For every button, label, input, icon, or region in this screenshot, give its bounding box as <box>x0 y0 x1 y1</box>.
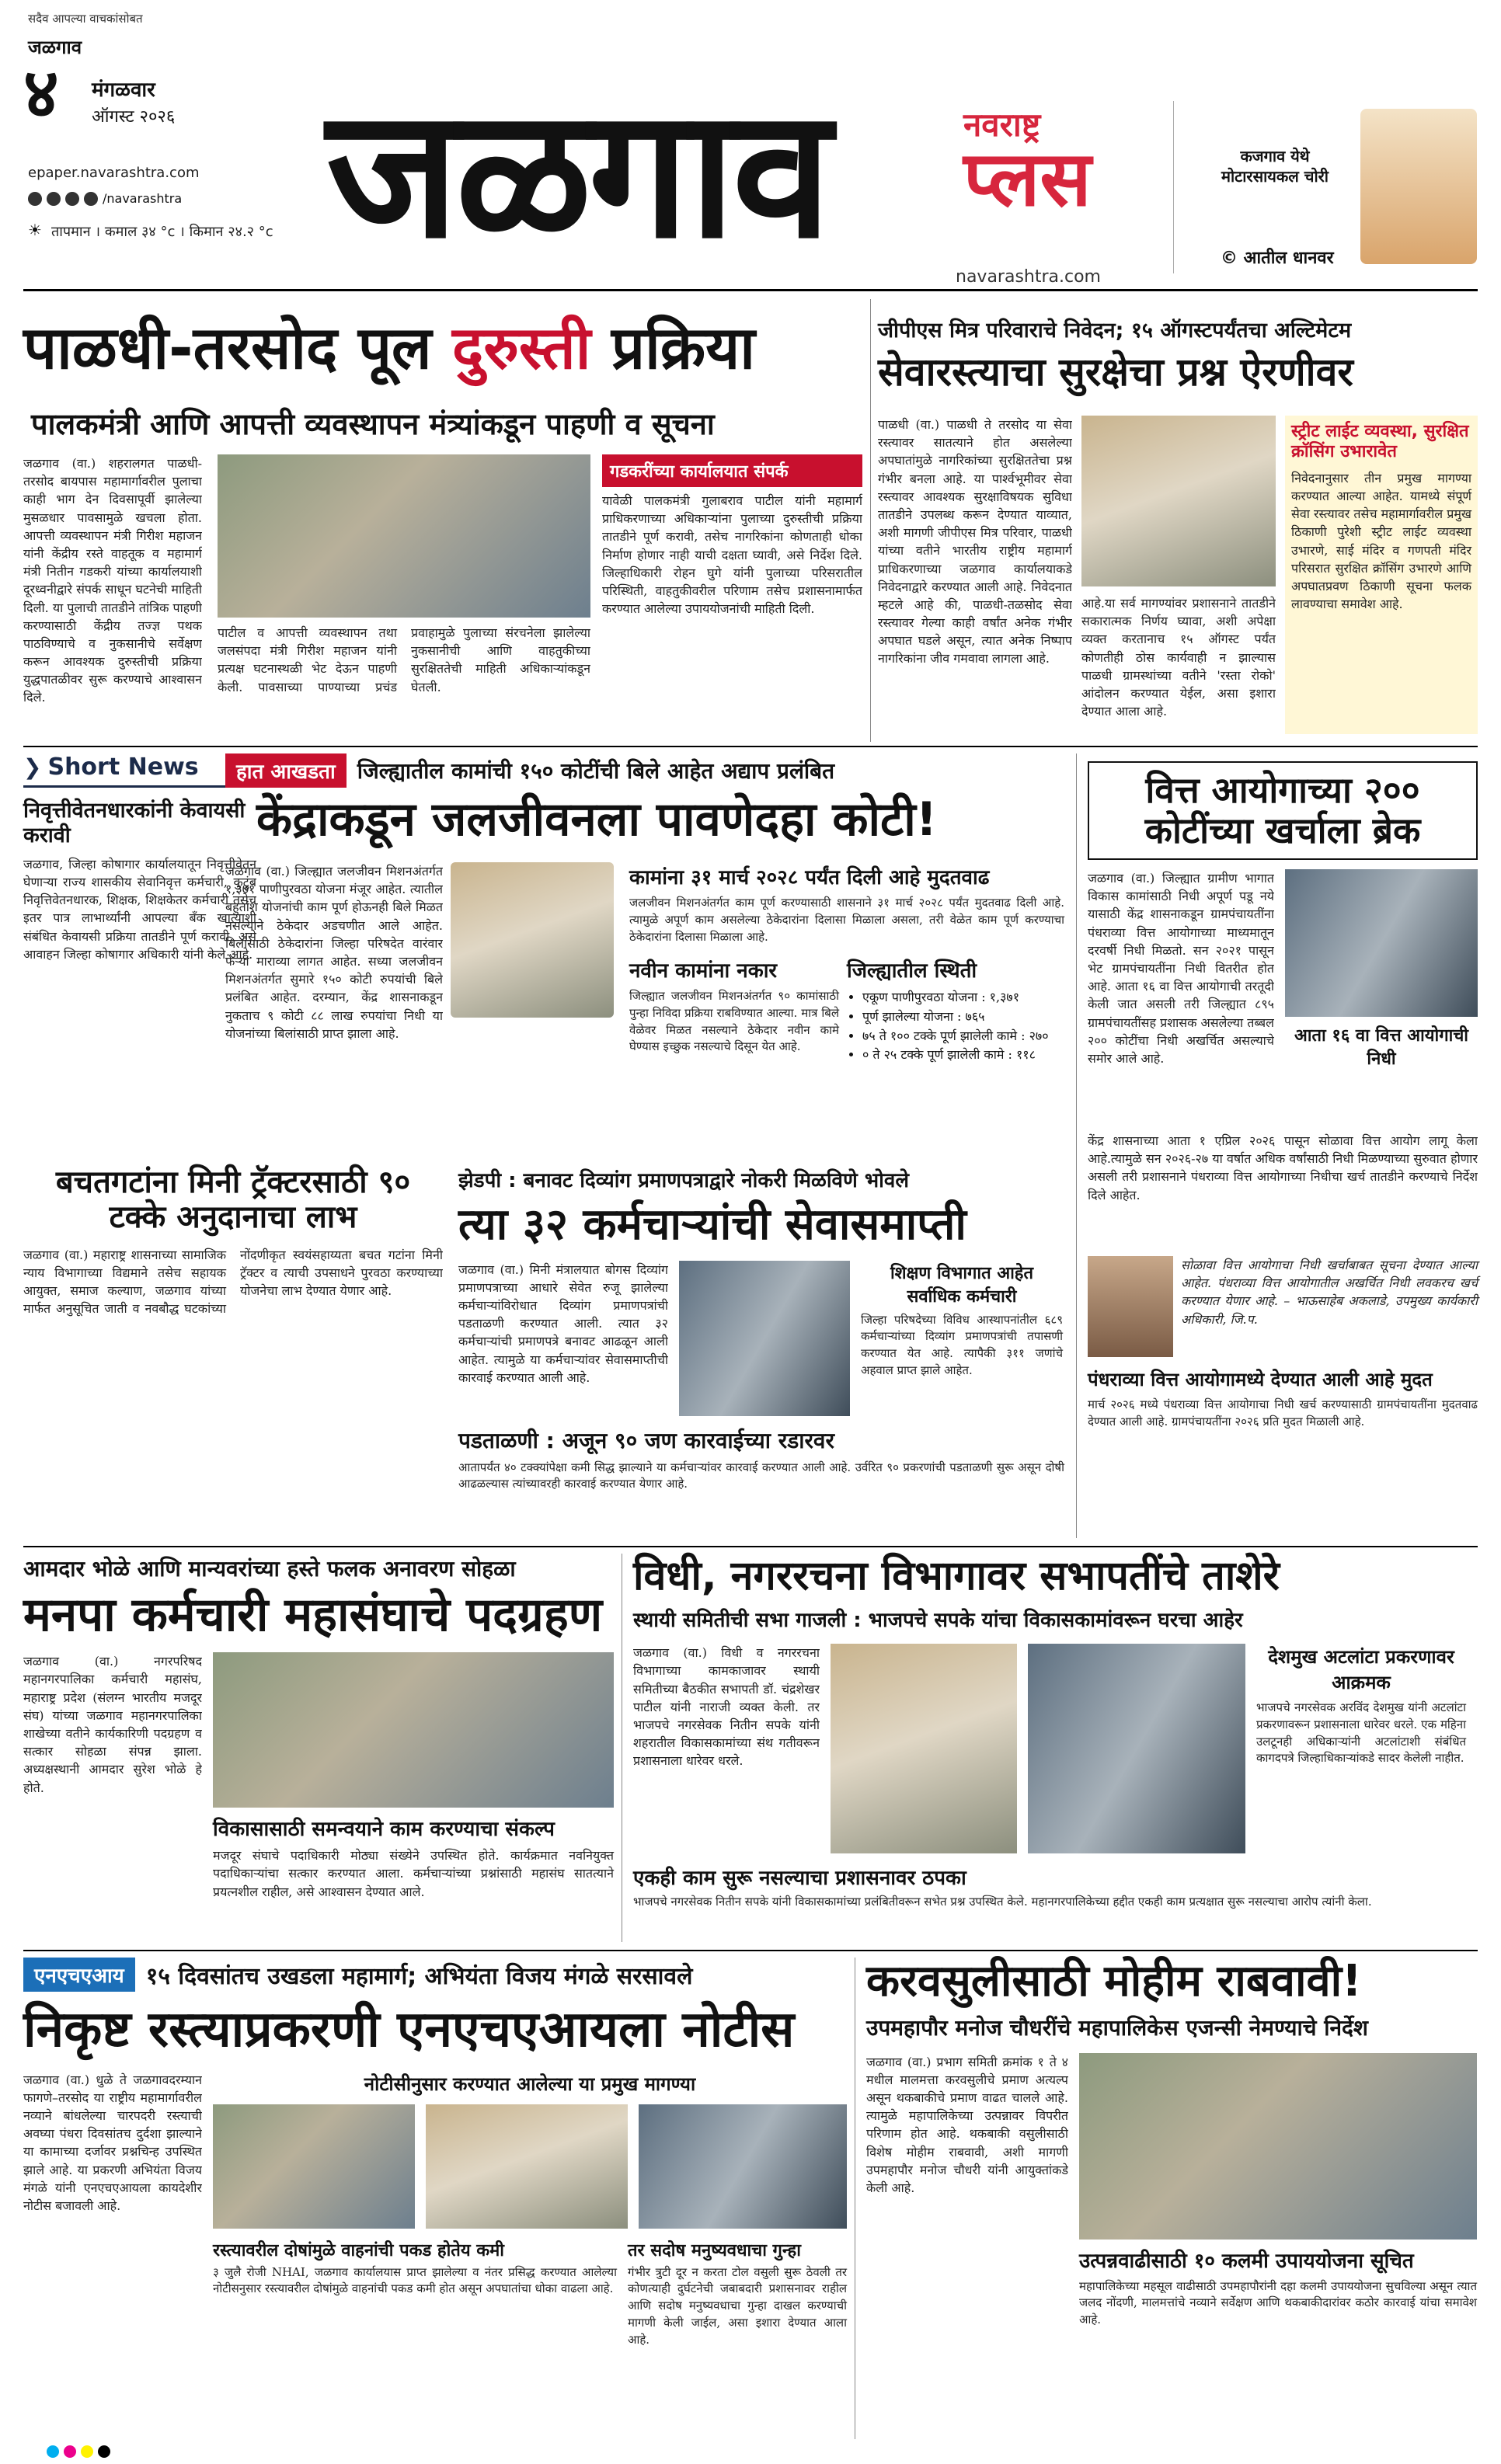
headline-termination: त्या ३२ कर्मचाऱ्यांची सेवासमाप्ती <box>458 1199 966 1250</box>
body-union: जळगाव (वा.) नगरपरिषद महानगरपालिका कर्मचारी महासंघ, महाराष्ट्र प्रदेश (संलग्न भारतीय मजदूर संघ) यांच्या जळगाव महानगरपालिका शाखेच्या वतीने कार्यकारिणी पदग्रहण व सत्कार सोहळा संपन्न झाला. अध्यक्षस्थानी आमदार सुरेश भोळे हे होते. <box>23 1654 202 1795</box>
body-bridge-left: जळगाव (वा.) शहरालगत पाळधी-तरसोद बायपास महामार्गावरील पुलाचा काही भाग देन दिवसापूर्वी झालेल्या मुसळधार पावसामुळे खचला होता. आपत्ती व्यवस्थापन मंत्री गिरीश महाजन यांनी केंद्रीय रस्ते वाहतूक व महामार्ग मंत्री नितीन गडकरी यांच्या कार्यालयाशी दूरध्वनीद्वारे संपर्क साधून घटनेची माहिती दिली. या पुलाची तातडीने तांत्रिक पाहणी करण्यासाठी केंद्रीय तज्ज्ञ पथक पाठविण्याचे व नुकसानीचे सर्वेक्षण करून आवश्यक दुरुस्तीची प्रक्रिया युद्धपातळीवर सुरू करण्याचे आश्वासन दिले. <box>23 456 202 705</box>
strip-body-termination: आतापर्यंत ४० टक्क्यांपेक्षा कमी सिद्ध झाल्याने या कर्मचाऱ्यांवर कारवाई करण्यात आली आहे. उर्वरित ९० प्रकरणांची पडताळणी सुरू असून दोषी आढळल्यास त्यांच्यावरही कारवाई करण्यात येणार आहे. <box>458 1460 1064 1491</box>
box-new-work-head: नवीन कामांना नकार <box>629 959 778 983</box>
masthead-divider <box>23 289 1478 291</box>
cap2-nhai: तर सदोष मनुष्यवधाचा गुन्हा <box>628 2240 801 2260</box>
cap-body-tax: महापालिकेच्या महसूल वाढीसाठी उपमहापौरांनी दहा कलमी उपाययोजना सुचविल्या असून त्यात जलद नोंदणी, मालमत्तांचे नव्याने सर्वेक्षण आणि थकबाकीदारांवर कठोर कारवाई यांचा समावेश आहे. <box>1079 2278 1477 2327</box>
photo-barrier <box>639 2104 847 2229</box>
story-jaljeevan <box>225 753 1064 1157</box>
story-tax-collection <box>866 1958 1478 2439</box>
quote-text: सोळावा वित्त आयोगाचा निधी खर्चाबाबत सूचना देण्यात आल्या आहेत. पंधराव्या वित्त आयोगातील अखर्चित निधी लवकरच खर्च करण्यात येणार आहे. – भाऊसाहेब अकलाडे, उपमुख्य कार्यकारी अधिकारी, जि.प. <box>1181 1258 1478 1327</box>
cartoon-caption: कजगाव येथे मोटारसायकल चोरी <box>1221 147 1329 186</box>
col-divider-2 <box>1076 753 1077 1538</box>
stat-item: • ० ते २५ टक्के पूर्ण झालेली कामे : ११८ <box>862 1046 1064 1065</box>
kicker-nhai: १५ दिवसांतच उखडला महामार्ग; अभियंता विजय मंगळे सरसावले <box>145 1962 693 1990</box>
body-finance: जळगाव (वा.) जिल्ह्यात ग्रामीण भागात विकास कामांसाठी निधी अपूर्ण पडू नये यासाठी केंद्र शासनाकडून ग्रामपंचायतींना पंधराव्या वित्त आयोगाच्या माध्यमातून दरवर्षी निधी मिळतो. सन २०२१ पासून भेट ग्रामपंचायतींना निधी वितरीत होत आहे. आता १६ वा वित्त आयोगाची तरतूदी केली जात असली तरी जिल्ह्यात ८९५ ग्रामपंचायतींसह प्रशासक असलेल्या तब्बल २०० कोटींचा निधी अखर्चित असल्याचे समोर आले आहे. <box>1088 871 1274 1066</box>
twitter-icon[interactable] <box>65 192 79 206</box>
body-tax: जळगाव (वा.) प्रभाग समिती क्रमांक १ ते ४ मधील मालमत्ता करवसुलीचे प्रमाण अत्यल्प असून थकबाकीचे प्रमाण वाढत चालले आहे. त्यामुळे महापालिकेच्या उत्पन्नावर विपरीत परिणाम होत आहे. थकबाकी वसुलीसाठी विशेष मोहीम राबवावी, अशी मागणी उपमहापौर मनोज चौधरी यांनी आयुक्तांकडे केली आहे. <box>866 2054 1068 2196</box>
subhead-tax: उपमहापौर मनोज चौधरींचे महापालिकेस एजन्सी नेमण्याचे निर्देश <box>866 2014 1368 2041</box>
tag-hat-akhadta: हात आखडता <box>225 753 347 788</box>
sub-body-finance: केंद्र शासनाच्या आता १ एप्रिल २०२६ पासून सोळावा वित्त आयोग लागू केला आहे.त्यामुळे सन २०२६-२७ या वर्षात अधिक वर्षांसाठी निधी मिळण्याच्या सुरुवात होणार असली तरी प्रशासनाने पंधराव्या वित्त आयोगाच्या निधीचा खर्च तातडीने करण्याचे निर्देश दिले आहेत. <box>1088 1133 1478 1202</box>
sidebody-street-light: निवेदनानुसार तीन प्रमुख मागण्या करण्यात आल्या आहेत. यामध्ये संपूर्ण सेवा रस्त्यावर तसेच महामार्गावरील प्रमुख ठिकाणी पुरेशी स्ट्रीट लाईट व्यवस्था उभारणे, साई मंदिर व गणपती मंदिर परिसरात सुरक्षित क्रॉसिंग उभारणे आणि अपघातप्रवण ठिकाणी सूचना फलक लावण्याचा समावेश आहे. <box>1291 470 1471 612</box>
box-new-work <box>629 955 839 1056</box>
photo-damaged-road <box>213 2104 415 2229</box>
date-day: ४ <box>23 53 59 133</box>
weather-text: तापमान । कमाल ३४ °c । किमान २४.२ °c <box>51 224 273 240</box>
body-committee: जळगाव (वा.) विधी व नगररचना विभागाच्या कामकाजावर स्थायी समितीच्या बैठकीत सभापती डॉ. चंद्रशेखर पाटील यांनी नाराजी व्यक्त केली. तर भाजपचे नगरसेवक नितीन सपके यांनी शहरातील विकासकामांच्या संथ गतीवरून प्रशासनाला धारेवर धरले. <box>633 1645 820 1769</box>
row-divider-1 <box>23 746 1478 747</box>
quote-finance <box>1088 1256 1478 1357</box>
box-new-work-body: जिल्ह्यात जलजीवन मिशनअंतर्गत ९० कामांसाठी पुन्हा निविदा प्रक्रिया राबविण्यात आल्या. मात्र बिले वेळेवर मिळत नसल्याने ठेकेदार नवीन कामे घेण्यास इच्छुक नसल्याचे दिसून येत आहे. <box>629 989 839 1054</box>
caption-union: विकासासाठी समन्वयाने काम करण्याचा संकल्प <box>213 1818 555 1842</box>
body-bridge-mid: पाटील व आपत्ती व्यवस्थापन तथा जलसंपदा मंत्री गिरीश महाजन यांनी प्रत्यक्ष घटनास्थळी भेट देऊन पाहणी केली. पावसाच्या पाण्याच्या प्रचंड प्रवाहामुळे पुलाच्या संरचनेला झालेल्या नुकसानीची आणि वाहतुकीच्या सुरक्षिततेची माहिती अधिकाऱ्यांकडून घेतली. <box>218 625 590 694</box>
body-service-road: पाळधी (वा.) पाळधी ते तरसोद या सेवा रस्त्यावर सातत्याने होत असलेल्या अपघातांमुळे नागरिकांच्या सुरक्षिततेचा प्रश्न गंभीर बनला आहे. या पार्श्वभूमीवर सेवा रस्त्यावर आवश्यक सुरक्षाविषयक सुविधा तातडीने उपलब्ध करून देण्यात याव्यात, अशी मागणी जीपीएस मित्र परिवार, पाळधी यांच्या वतीने भारतीय राष्ट्रीय महामार्ग प्राधिकरणाच्या जळगाव कार्यालयाकडे निवेदनाद्वारे करण्यात आली आहे. निवेदनात म्हटले आहे की, पाळधी-तळसोद सेवा रस्त्यावर गेल्या काही वर्षांत अनेक गंभीर अपघात घडले असून, त्यात अनेक निष्पाप नागरिकांना जीव गमवावा लागला आहे. <box>878 417 1072 666</box>
body-bridge-right: यावेळी पालकमंत्री गुलाबराव पाटील यांनी महामार्ग प्राधिकरणाच्या अधिकाऱ्यांना पुलाच्या दुरुस्तीची प्रक्रिया तातडीने पूर्ण करावी, तसेच नागरिकांना कोणताही धोका निर्माण होणार नाही याची दक्षता घ्यावी, असे निर्देश दिले. जिल्हाधिकारी रोहन घुगे यांनी पुलाच्या परिसरातील परिस्थिती, वाहतुकीवरील परिणाम तसेच प्रशासनामार्फत करण्यात आलेल्या उपाययोजनांची माहिती दिली. <box>602 493 862 617</box>
chevron-right-icon: ❯ <box>23 754 42 780</box>
photo-union-event <box>213 1652 614 1808</box>
weather-icon: ☀ <box>28 221 42 239</box>
box-stats-head: जिल्ह्यातील स्थिती <box>847 959 977 983</box>
body-mini-tractor: जळगाव (वा.) महाराष्ट्र शासनाच्या सामाजिक न्याय विभागाच्या विद्यमाने तसेच सहायक आयुक्त, समाज कल्याण, जळगाव यांच्या मार्फत अनुसूचित जाती व नवबौद्ध घटकांच्या नोंदणीकृत स्वयंसहाय्यता बचत गटांना मिनी ट्रॅक्टर व त्याची उपसाधने पुरवठा करण्याच्या योजनेचा लाभ देण्यात येणार आहे. <box>23 1247 443 1317</box>
tagline: सदैव आपल्या वाचकांसोबत <box>28 12 143 26</box>
sub-head-finance: आता १६ वा वित्त आयोगाची निधी <box>1294 1026 1468 1070</box>
photo-road-work <box>426 2104 628 2229</box>
photo-water-tap <box>451 862 614 1018</box>
sidehead-deshmukh: देशमुख अटलांटा प्रकरणावर आक्रमक <box>1268 1646 1454 1694</box>
sidebody-deshmukh: भाजपचे नगरसेवक अरविंद देशमुख यांनी अटलांटा प्रकरणावरून प्रशासनाला धारेवर धरले. एक महिना उलटूनही अधिकाऱ्यांनी अटलांटाशी संबंधित कागदपत्रे जिल्हाधिकाऱ्यांकडे सादर केलेली नाहीत. <box>1256 1700 1466 1766</box>
youtube-icon[interactable] <box>84 192 98 206</box>
cartoon-figure <box>1360 109 1477 264</box>
cap2-body-nhai: गंभीर त्रुटी दूर न करता टोल वसुली सुरू ठेवली तर कोणत्याही दुर्घटनेची जबाबदारी प्रशासनावर राहील आणि सदोष मनुष्यवधाचा गुन्हा दाखल करण्याची मागणी केली जाईल, असा इशारा देण्यात आला आहे. <box>628 2264 847 2347</box>
story-nhai <box>23 1958 847 2439</box>
caption-tax: उत्पन्नवाढीसाठी १० कलमी उपाययोजना सूचित <box>1079 2249 1414 2273</box>
short-news-body: जळगाव, जिल्हा कोषागार कार्यालयातून निवृत्तीवेतन घेणाऱ्या राज्य शासकीय सेवानिवृत्त कर्मचारी, कुटुंब निवृत्तिवेतनधारक, शिक्षक, शिक्षकेतर कर्मचारी तसेच इतर पात्र लाभार्थ्यांनी आपल्या बँक खात्याशी संबंधित केवायसी प्रक्रिया तातडीने पूर्ण करावी, असे आवाहन जिल्हा कोषागार अधिकारी यांनी केले आहे. <box>23 856 256 962</box>
headline-service-road: सेवारस्त्याचा सुरक्षेचा प्रश्न ऐरणीवर <box>878 350 1353 395</box>
bottom-head-finance: पंधराव्या वित्त आयोगामध्ये देण्यात आली आहे मुदत <box>1088 1369 1433 1391</box>
stats-list <box>847 988 1064 1065</box>
kicker-row-nhai <box>23 1958 847 1992</box>
box-deadline-head: कामांना ३१ मार्च २०२८ पर्यंत दिली आहे मुदतवाढ <box>629 866 990 889</box>
headline-union: मनपा कर्मचारी महासंघाचे पदग्रहण <box>23 1588 603 1642</box>
kicker-termination: झेडपी : बनावट दिव्यांग प्रमाणपत्राद्वारे नोकरी मिळविणे भोवले <box>458 1169 909 1192</box>
masthead <box>0 0 1501 287</box>
photo-coins-chart <box>1285 869 1478 1017</box>
stat-item: • ७५ ते १०० टक्के पूर्ण झालेली कामे : २७० <box>862 1027 1064 1046</box>
kicker-union: आमदार भोळे आणि मान्यवरांच्या हस्ते फलक अनावरण सोहळा <box>23 1556 516 1582</box>
story-paldhi-bridge <box>23 299 862 742</box>
date-weekday: मंगळवार <box>92 78 155 102</box>
subhead-bridge: पालकमंत्री आणि आपत्ती व्यवस्थापन मंत्र्यांकडून पाहणी व सूचना <box>31 407 715 441</box>
story-termination <box>458 1165 1064 1538</box>
story-union <box>23 1554 614 1942</box>
photo-memorandum <box>1081 416 1276 586</box>
box-deadline <box>629 862 1064 945</box>
edition-name: जळगाव <box>28 37 82 58</box>
headline-finance: वित्त आयोगाच्या २०० कोटींच्या खर्चाला ब्रेक <box>1088 761 1478 860</box>
cap1-body-nhai: ३ जुलै रोजी NHAI, जळगाव कार्यालयास प्राप्त झालेल्या व नंतर प्रसिद्ध करण्यात आलेल्या नोटीसनुसार रस्त्यावरील दोषांमुळे वाहनांची पकड कमी होत असून अपघातांचा धोका वाढला आहे. <box>213 2264 617 2296</box>
photo-wheelchair <box>679 1261 850 1416</box>
body-union-2: मजदूर संघाचे पदाधिकारी मोठ्या संख्येने उपस्थित होते. कार्यक्रमात नवनियुक्त पदाधिकाऱ्यांचा सत्कार करण्यात आला. कर्मचाऱ्यांच्या प्रश्नांसाठी महासंघ सातत्याने प्रयत्नशील राहील, असे आश्वासन देण्यात आले. <box>213 1848 614 1899</box>
tag-nhai: एनएचएआय <box>23 1958 135 1992</box>
photo-meeting <box>1028 1644 1245 1853</box>
short-news-head: निवृत्तीवेतनधारकांनी केवायसी करावी <box>23 799 246 848</box>
story-service-road <box>878 299 1478 742</box>
kicker-jaljeevan: जिल्ह्यातील कामांची १५० कोटींची बिले आहेत अद्याप प्रलंबित <box>357 758 835 784</box>
sidehead-street-light: स्ट्रीट लाईट व्यवस्था, सुरक्षित क्रॉसिंग उभारावेत <box>1291 422 1469 462</box>
story-standing-committee <box>633 1554 1478 1942</box>
avatar <box>1088 1256 1173 1357</box>
story-mini-tractor <box>23 1165 443 1538</box>
headline-committee: विधी, नगररचना विभागावर सभापतींचे ताशेरे <box>633 1553 1280 1599</box>
body-service-road-2: आहे.या सर्व मागण्यांवर प्रशासनाने तातडीने सकारात्मक निर्णय घ्यावा, अशी अपेक्षा व्यक्त करतानाच १५ ऑगस्ट पर्यंत कोणतीही ठोस कार्यवाही न झाल्यास पाळधी ग्रामस्थांच्या वतीने 'रस्ता रोको' आंदोलन करण्यात येईल, असा इशारा देण्यात आला आहे. <box>1081 596 1276 719</box>
photo-bridge-visit <box>218 454 590 618</box>
cartoon-author: © आतील धानवर <box>1221 249 1334 268</box>
stat-item: • एकूण पाणीपुरवठा योजना : १,३७१ <box>862 988 1064 1008</box>
kicker-service-road: जीपीएस मित्र परिवाराचे निवेदन; १५ ऑगस्टपर्यंतचा अल्टिमेटम <box>878 318 1352 343</box>
body-nhai: जळगाव (वा.) धुळे ते जळगावदरम्यान फागणे–तरसोद या राष्ट्रीय महामार्गावरील नव्याने बांधलेल्या चारपदरी रस्त्याची अवघ्या पंधरा दिवसांतच दुर्दशा झाल्याने या कामाच्या दर्जावर प्रश्नचिन्ह उपस्थित झाले आहे. या प्रकरणी अभियंता विजय मंगळे यांनी एनएचएआयला कायदेशीर नोटीस बजावली आहे. <box>23 2072 202 2213</box>
box-edu-head: शिक्षण विभागात आहेत सर्वाधिक कर्मचारी <box>890 1263 1034 1307</box>
epaper-link[interactable]: epaper.navarashtra.com <box>28 165 200 181</box>
body-jaljeevan: जळगाव (वा.) जिल्ह्यात जलजीवन मिशनअंतर्गत १,३७१ पाणीपुरवठा योजना मंजूर आहेत. त्यातील बहुतांश योजनांची काम पूर्ण होऊनही बिले मिळत नसल्याने ठेकेदार अडचणीत आले आहेत. बिलांसाठी ठेकेदारांना जिल्हा परिषदेत वारंवार फेऱ्या माराव्या लागत आहेत. सध्या जलजीवन मिशनअंतर्गत सुमारे १५० कोटी रुपयांची बिले प्रलंबित आहेत. दरम्यान, केंद्र शासनाकडून नुकताच ९ कोटी ८८ लाख रुपयांचा निधी या योजनांच्या बिलांसाठी प्राप्त झाला आहे. <box>225 864 443 1041</box>
brand-top: नवराष्ट्र <box>963 106 1041 144</box>
bottom-head-committee: एकही काम सुरू नसल्याचा प्रशासनावर ठपका <box>633 1867 966 1891</box>
headline-nhai: निकृष्ट रस्त्याप्रकरणी एनएचएआयला नोटीस <box>23 2001 795 2059</box>
row-divider-3 <box>23 1950 1478 1951</box>
social-icons <box>28 191 182 206</box>
instagram-icon[interactable] <box>47 192 61 206</box>
short-news-item-1 <box>23 799 256 1112</box>
social-handle: /navarashtra <box>103 191 183 206</box>
sidehead-gadkari: गडकरींच्या कार्यालयात संपर्क <box>602 454 862 487</box>
photo-building <box>831 1644 1017 1853</box>
paper-title: जळगाव <box>326 71 829 278</box>
cartoon-box <box>1173 101 1484 273</box>
registration-marks <box>47 2445 110 2458</box>
row-divider-2 <box>23 1546 1478 1547</box>
box-edu-body: जिल्हा परिषदेच्या विविध आस्थापनांतील ६८९ कर्मचाऱ्यांच्या दिव्यांग प्रमाणपत्रांची तपासणी करण्यात येत आहे. त्यापैकी ३११ जणांचे अहवाल प्राप्त झाले आहेत. <box>861 1312 1063 1377</box>
bottom-body-committee: भाजपचे नगरसेवक नितीन सपके यांनी विकासकामांच्या प्रलंबितीवरून सभेत प्रश्न उपस्थित केले. महानगरपालिकेच्या हद्दीत एकही काम प्रत्यक्षात सुरू नसल्याचा आरोप त्यांनी केला. <box>633 1895 1372 1909</box>
strip-head-termination: पडताळणी : अजून ९० जण कारवाईच्या रडारवर <box>458 1427 834 1453</box>
photo-tax-meeting <box>1079 2053 1477 2240</box>
subhead-nhai: नोटीसीनुसार करण्यात आलेल्या या प्रमुख मागण्या <box>364 2072 696 2095</box>
short-news-label: ❯ Short News <box>23 753 256 788</box>
story-finance-commission <box>1088 761 1478 1538</box>
headline-tax: करवसुलीसाठी मोहीम राबवावी! <box>866 1956 1362 2006</box>
col-divider-1 <box>870 299 871 742</box>
bottom-body-finance: मार्च २०२६ मध्ये पंधराव्या वित्त आयोगाचा निधी खर्च करण्यासाठी ग्रामपंचायतींना मुदतवाढ देण्यात आली आहे. ग्रामपंचायतींना २०२६ प्रति मुदत मिळाली आहे. <box>1088 1397 1478 1429</box>
cap1-nhai: रस्त्यावरील दोषांमुळे वाहनांची पकड होतेय कमी <box>213 2240 504 2260</box>
copyright-icon: © <box>1221 249 1238 268</box>
subhead-committee: स्थायी समितीची सभा गाजली : भाजपचे सपके यांचा विकासकामांवरून घरचा आहेर <box>633 1609 1243 1633</box>
kicker-row <box>225 753 834 788</box>
brand-logo <box>963 106 1150 256</box>
brand-bottom: प्लस <box>963 135 1092 224</box>
box-stats <box>847 955 1064 1065</box>
date-month-year: ऑगस्ट २०२६ <box>92 107 176 127</box>
facebook-icon[interactable] <box>28 192 42 206</box>
stat-item: • पूर्ण झालेल्या योजना : ७६५ <box>862 1008 1064 1027</box>
site-url: navarashtra.com <box>956 267 1101 287</box>
headline-bridge: पाळधी-तरसोद पूल दुरुस्ती प्रक्रिया <box>23 313 755 382</box>
headline-mini-tractor: बचतगटांना मिनी ट्रॅक्टरसाठी ९० टक्के अनुदानाचा लाभ <box>55 1164 411 1235</box>
sidebox-street-light <box>1285 416 1478 734</box>
box-deadline-body: जलजीवन मिशनअंतर्गत काम पूर्ण करण्यासाठी शासनाने ३१ मार्च २०२८ पर्यंत मुदतवाढ दिली आहे. त्यामुळे अपूर्ण काम असलेल्या ठेकेदारांना दिलासा मिळाला असला, तरी वेळेत काम पूर्ण करण्याचा ठेकेदारांना दिलासा मिळाला आहे. <box>629 896 1064 944</box>
headline-jaljeevan: केंद्राकडून जलजीवनला पावणेदहा कोटी! <box>256 792 938 847</box>
body-termination: जळगाव (वा.) मिनी मंत्रालयात बोगस दिव्यांग प्रमाणपत्राच्या आधारे सेवेत रुजू झालेल्या कर्मचाऱ्यांविरोधात दिव्यांग प्रमाणपत्रांची पडताळणी करण्यात आली. त्यात ३२ कर्मचाऱ्यांची प्रमाणपत्रे बनावट आढळून आली आहेत. त्यामुळे या कर्मचाऱ्यांवर सेवासमाप्तीची कारवाई करण्यात आली आहे. <box>458 1262 668 1385</box>
